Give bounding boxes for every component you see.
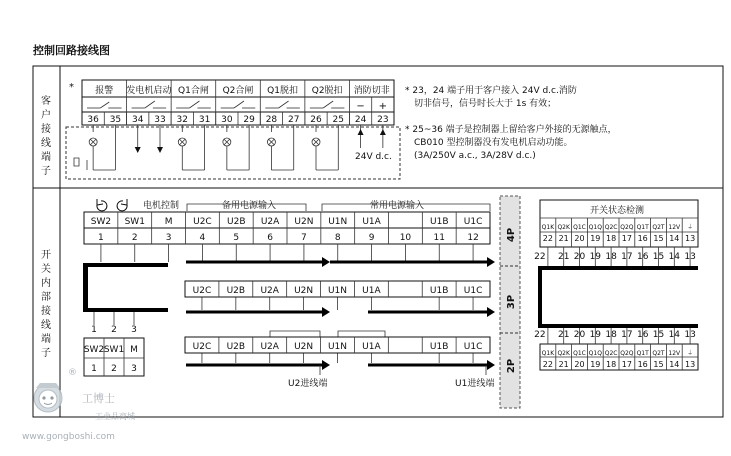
page-title: 控制回路接线图 — [33, 44, 110, 57]
sd-number-20: 20 — [574, 360, 585, 369]
sd-label-bottom-13: 13 — [684, 330, 696, 340]
detect-bus-top — [538, 266, 698, 270]
sd-number-13: 13 — [685, 360, 696, 369]
customer-notes — [405, 84, 617, 161]
sd-label-top-21: 21 — [557, 252, 570, 262]
bottom-number-3: 3 — [131, 325, 137, 335]
row_2p-term-8: U1C — [463, 342, 483, 352]
signal-arrow-icon — [358, 129, 364, 148]
relay-contact-1 — [132, 101, 167, 108]
top-number-12: 12 — [467, 233, 479, 243]
sd-name-6: Q1T — [636, 350, 649, 357]
group-label-1: 发电机启动 — [126, 86, 172, 96]
bottom-name-2: M — [130, 345, 138, 355]
terminal-28: 28 — [265, 115, 278, 125]
row_3p-term-4: U1N — [327, 286, 348, 296]
note-2a: * 25~36 端子是控制器上留给客户外接的无源触点， — [405, 125, 617, 135]
pole-column — [500, 196, 520, 408]
detect-bus-left — [538, 266, 542, 328]
internal-side-char: 内 — [41, 278, 51, 289]
brand-name: 工博士 — [82, 392, 115, 405]
internal-side-char: 线 — [41, 320, 51, 331]
brand-slogan: 工业品商城 — [95, 412, 135, 421]
top-name-1: SW1 — [124, 217, 145, 227]
sd-name-1: Q2K — [557, 350, 570, 357]
sd-label-top-19: 19 — [589, 252, 602, 262]
lamp-icon — [89, 132, 115, 170]
top-number-6: 6 — [267, 233, 273, 243]
sd-name-5: Q2Q — [620, 350, 634, 357]
terminal-23: 23 — [377, 115, 389, 125]
customer-side-char: 客 — [41, 96, 51, 107]
bus-arrow — [186, 307, 330, 317]
top-name-2: M — [164, 217, 173, 227]
down-arrow-icon — [157, 132, 163, 153]
customer-side-char: 线 — [41, 138, 51, 149]
top-name-10: U1B — [430, 217, 449, 227]
pole-label-3p: 3P — [506, 294, 517, 310]
sd-number-22: 22 — [542, 234, 553, 243]
bus-arrow — [330, 257, 495, 267]
voltage-label: 24V d.c. — [355, 152, 392, 162]
row-3p-terminals — [185, 281, 490, 297]
group-label-6: 消防切非 — [353, 86, 390, 96]
sd-number-22: 22 — [542, 360, 553, 369]
pole-label-4p: 4P — [506, 227, 517, 243]
motor-control-label: 电机控制 — [143, 201, 180, 211]
row_3p-term-0: U2C — [192, 286, 212, 296]
top-name-11: U1C — [463, 217, 483, 227]
sd-name-4: Q2C — [604, 350, 618, 357]
sd-number-15: 15 — [653, 360, 664, 369]
bus-arrow — [186, 257, 330, 267]
sd-label-bottom-20: 20 — [573, 330, 586, 340]
switch-detect-block — [534, 200, 698, 370]
sd-number-17: 17 — [621, 360, 632, 369]
group-label-3: Q2合闸 — [222, 86, 254, 96]
sd-label-top-15: 15 — [652, 252, 665, 262]
row_2p-term-4: U1N — [327, 342, 348, 352]
top-name-3: U2C — [193, 217, 212, 227]
top-name-7: U1N — [328, 217, 348, 227]
row_3p-term-8: U1C — [463, 286, 483, 296]
terminal-24: 24 — [354, 115, 367, 125]
relay-contact-5 — [310, 101, 345, 108]
sd-label-top-16: 16 — [636, 252, 649, 262]
sd-label-bottom-19: 19 — [589, 330, 602, 340]
bus-arrow — [186, 360, 330, 370]
sd-name-2: Q1C — [573, 350, 586, 357]
terminal-35: 35 — [109, 115, 122, 125]
bus-lines — [83, 244, 495, 375]
customer-side-char: 端 — [41, 152, 51, 163]
row_3p-term-5: U1A — [362, 286, 381, 296]
sd-label-top-22: 22 — [534, 252, 546, 262]
sd-number-18: 18 — [606, 360, 617, 369]
sd-name-9: ⏚ — [687, 224, 694, 231]
sd-number-20: 20 — [574, 234, 585, 243]
rotate-ccw-icon — [97, 199, 107, 211]
terminal-26: 26 — [310, 115, 322, 125]
group-label-5: Q2脱扣 — [311, 86, 343, 96]
sd-label-top-13: 13 — [684, 252, 696, 262]
sd-label-bottom-17: 17 — [621, 330, 633, 340]
terminal-27: 27 — [287, 115, 300, 125]
top-number-5: 5 — [233, 233, 240, 243]
sd-number-21: 21 — [558, 234, 569, 243]
detect-bus-bottom — [538, 324, 698, 328]
terminal-33: 33 — [154, 115, 166, 125]
controller-dashed-area — [66, 127, 400, 179]
sd-label-bottom-18: 18 — [605, 330, 617, 340]
sd-name-8: 12V — [668, 224, 681, 231]
relay-contact-0 — [87, 102, 122, 108]
asterisk-mark: * — [69, 82, 74, 93]
sd-number-19: 19 — [590, 234, 601, 243]
row_2p-term-1: U2B — [226, 342, 246, 352]
bottom-number-1: 1 — [91, 325, 97, 335]
mascot-logo — [34, 383, 62, 412]
sd-number-14: 14 — [669, 234, 680, 243]
top-number-11: 11 — [433, 233, 445, 243]
note-1b: 切非信号，信号时长大于 1s 有效； — [414, 99, 557, 109]
bus-arrow — [368, 360, 495, 370]
bottom-value-2: 2 — [111, 364, 117, 374]
top-number-9: 9 — [368, 233, 375, 243]
signal-arrow-icon — [380, 129, 386, 148]
brand-url: www.gongboshi.com — [22, 432, 115, 442]
down-arrow-icon — [135, 132, 141, 153]
terminal-36: 36 — [87, 115, 99, 125]
note-1a: * 23，24 端子用于客户接入 24V d.c.消防 — [405, 86, 577, 96]
sd-label-bottom-14: 14 — [668, 330, 681, 340]
bottom-number-2: 2 — [111, 325, 117, 335]
bus-arrow — [368, 307, 495, 317]
top-number-8: 8 — [334, 233, 341, 243]
row_2p-term-0: U2C — [192, 342, 212, 352]
sd-number-16: 16 — [637, 360, 648, 369]
sd-name-6: Q1T — [636, 224, 649, 231]
note-2b: CB010 型控制器没有发电机启动功能。 — [414, 138, 573, 148]
row-2p-terminals — [185, 337, 494, 389]
sd-name-2: Q1C — [573, 224, 586, 231]
customer-side-label — [41, 95, 51, 177]
u2-inlet-label: U2进线端 — [288, 379, 328, 389]
bottom-value-3: 3 — [131, 364, 137, 374]
customer-side-char: 子 — [41, 166, 51, 177]
internal-side-label — [41, 249, 51, 359]
internal-side-char: 开 — [41, 250, 51, 261]
bottom-value-1: 1 — [91, 364, 97, 374]
sd-number-21: 21 — [558, 360, 569, 369]
row_2p-term-7: U1B — [429, 342, 449, 352]
group-label-4: Q1脱扣 — [267, 86, 298, 96]
group-label-2: Q1合闸 — [178, 86, 209, 96]
u1-inlet-label: U1进线端 — [455, 379, 495, 389]
terminal-31: 31 — [198, 115, 211, 125]
main-bus-bottom — [83, 308, 168, 312]
relay-contact-2 — [176, 101, 211, 108]
sd-name-9: ⏚ — [687, 350, 694, 357]
top-number-4: 4 — [199, 233, 206, 243]
terminal-25: 25 — [332, 115, 345, 125]
horn-icon — [74, 158, 79, 166]
watermark — [22, 368, 135, 442]
top-name-5: U2A — [260, 217, 280, 227]
minus-sign: − — [356, 101, 365, 112]
sd-label-top-20: 20 — [573, 252, 586, 262]
row_3p-term-1: U2B — [226, 286, 246, 296]
sd-number-13: 13 — [685, 234, 696, 243]
top-number-2: 2 — [131, 233, 138, 243]
row_2p-term-3: U2N — [294, 342, 314, 352]
sd-label-bottom-22: 22 — [534, 330, 546, 340]
sd-label-top-18: 18 — [605, 252, 617, 262]
sd-number-19: 19 — [590, 360, 601, 369]
internal-side-char: 子 — [41, 348, 51, 359]
lamp-icon — [312, 132, 338, 170]
row_3p-term-3: U2N — [294, 286, 314, 296]
sd-number-17: 17 — [621, 234, 632, 243]
plus-sign: + — [378, 101, 388, 112]
top-name-0: SW2 — [90, 217, 112, 227]
internal-top-terminals — [84, 212, 490, 244]
top-number-7: 7 — [301, 233, 307, 243]
sd-name-3: Q1Q — [588, 224, 602, 231]
switch-detect-title: 开关状态检测 — [590, 206, 645, 216]
customer-side-char: 户 — [41, 110, 51, 121]
relay-contact-3 — [221, 101, 256, 108]
internal-side-char: 部 — [41, 292, 51, 303]
row_2p-term-5: U1A — [362, 342, 381, 352]
top-name-8: U1A — [362, 217, 381, 227]
terminal-34: 34 — [131, 115, 144, 125]
bottom-control-box — [84, 312, 144, 376]
main-bus-top — [83, 263, 168, 267]
lamp-icon — [223, 132, 249, 170]
terminal-32: 32 — [176, 115, 189, 125]
bottom-name-1: SW1 — [103, 345, 125, 355]
sd-label-bottom-16: 16 — [636, 330, 649, 340]
bottom-name-0: SW2 — [83, 345, 105, 355]
sd-name-4: Q2C — [604, 224, 618, 231]
sd-name-0: Q1K — [541, 224, 555, 231]
customer-side-char: 接 — [41, 124, 51, 135]
row_3p-term-7: U1B — [429, 286, 449, 296]
sd-number-16: 16 — [637, 234, 648, 243]
internal-side-char: 关 — [41, 264, 51, 275]
sd-name-3: Q1Q — [588, 350, 602, 357]
top-number-3: 3 — [165, 233, 172, 243]
sd-label-top-14: 14 — [668, 252, 681, 262]
sd-name-5: Q2Q — [620, 224, 634, 231]
lamp-icon — [178, 132, 204, 170]
terminal-29: 29 — [243, 115, 255, 125]
standby-power-label: 备用电源输入 — [222, 201, 277, 211]
relay-contact-4 — [265, 101, 300, 108]
sd-number-15: 15 — [653, 234, 664, 243]
sd-name-7: Q2T — [652, 224, 665, 231]
row_3p-term-2: U2A — [260, 286, 279, 296]
top-name-6: U2N — [294, 217, 314, 227]
pole-label-2p: 2P — [506, 358, 517, 374]
rotate-cw-icon — [117, 199, 127, 211]
lamp-icon — [267, 132, 293, 170]
internal-side-char: 接 — [41, 306, 51, 317]
row_2p-term-2: U2A — [260, 342, 279, 352]
sd-name-1: Q2K — [557, 224, 570, 231]
internal-header — [97, 199, 490, 211]
customer-terminal-block — [66, 80, 400, 179]
top-name-4: U2B — [227, 217, 246, 227]
top-number-1: 1 — [98, 233, 104, 243]
sd-number-14: 14 — [669, 360, 680, 369]
sd-name-0: Q1K — [541, 350, 555, 357]
main-bus-left — [83, 263, 88, 312]
terminal-30: 30 — [221, 115, 233, 125]
sd-name-8: 12V — [668, 350, 681, 357]
group-label-0: 报警 — [95, 86, 114, 96]
note-3: (3A/250V a.c., 3A/28V d.c.) — [414, 151, 536, 161]
sd-label-bottom-15: 15 — [652, 330, 665, 340]
sd-number-18: 18 — [606, 234, 617, 243]
sd-label-bottom-21: 21 — [557, 330, 570, 340]
top-number-10: 10 — [399, 233, 412, 243]
normal-power-label: 常用电源输入 — [370, 201, 425, 211]
sd-name-7: Q2T — [652, 350, 665, 357]
registered-mark: ® — [68, 368, 77, 378]
sd-label-top-17: 17 — [621, 252, 633, 262]
internal-side-char: 端 — [41, 334, 51, 345]
